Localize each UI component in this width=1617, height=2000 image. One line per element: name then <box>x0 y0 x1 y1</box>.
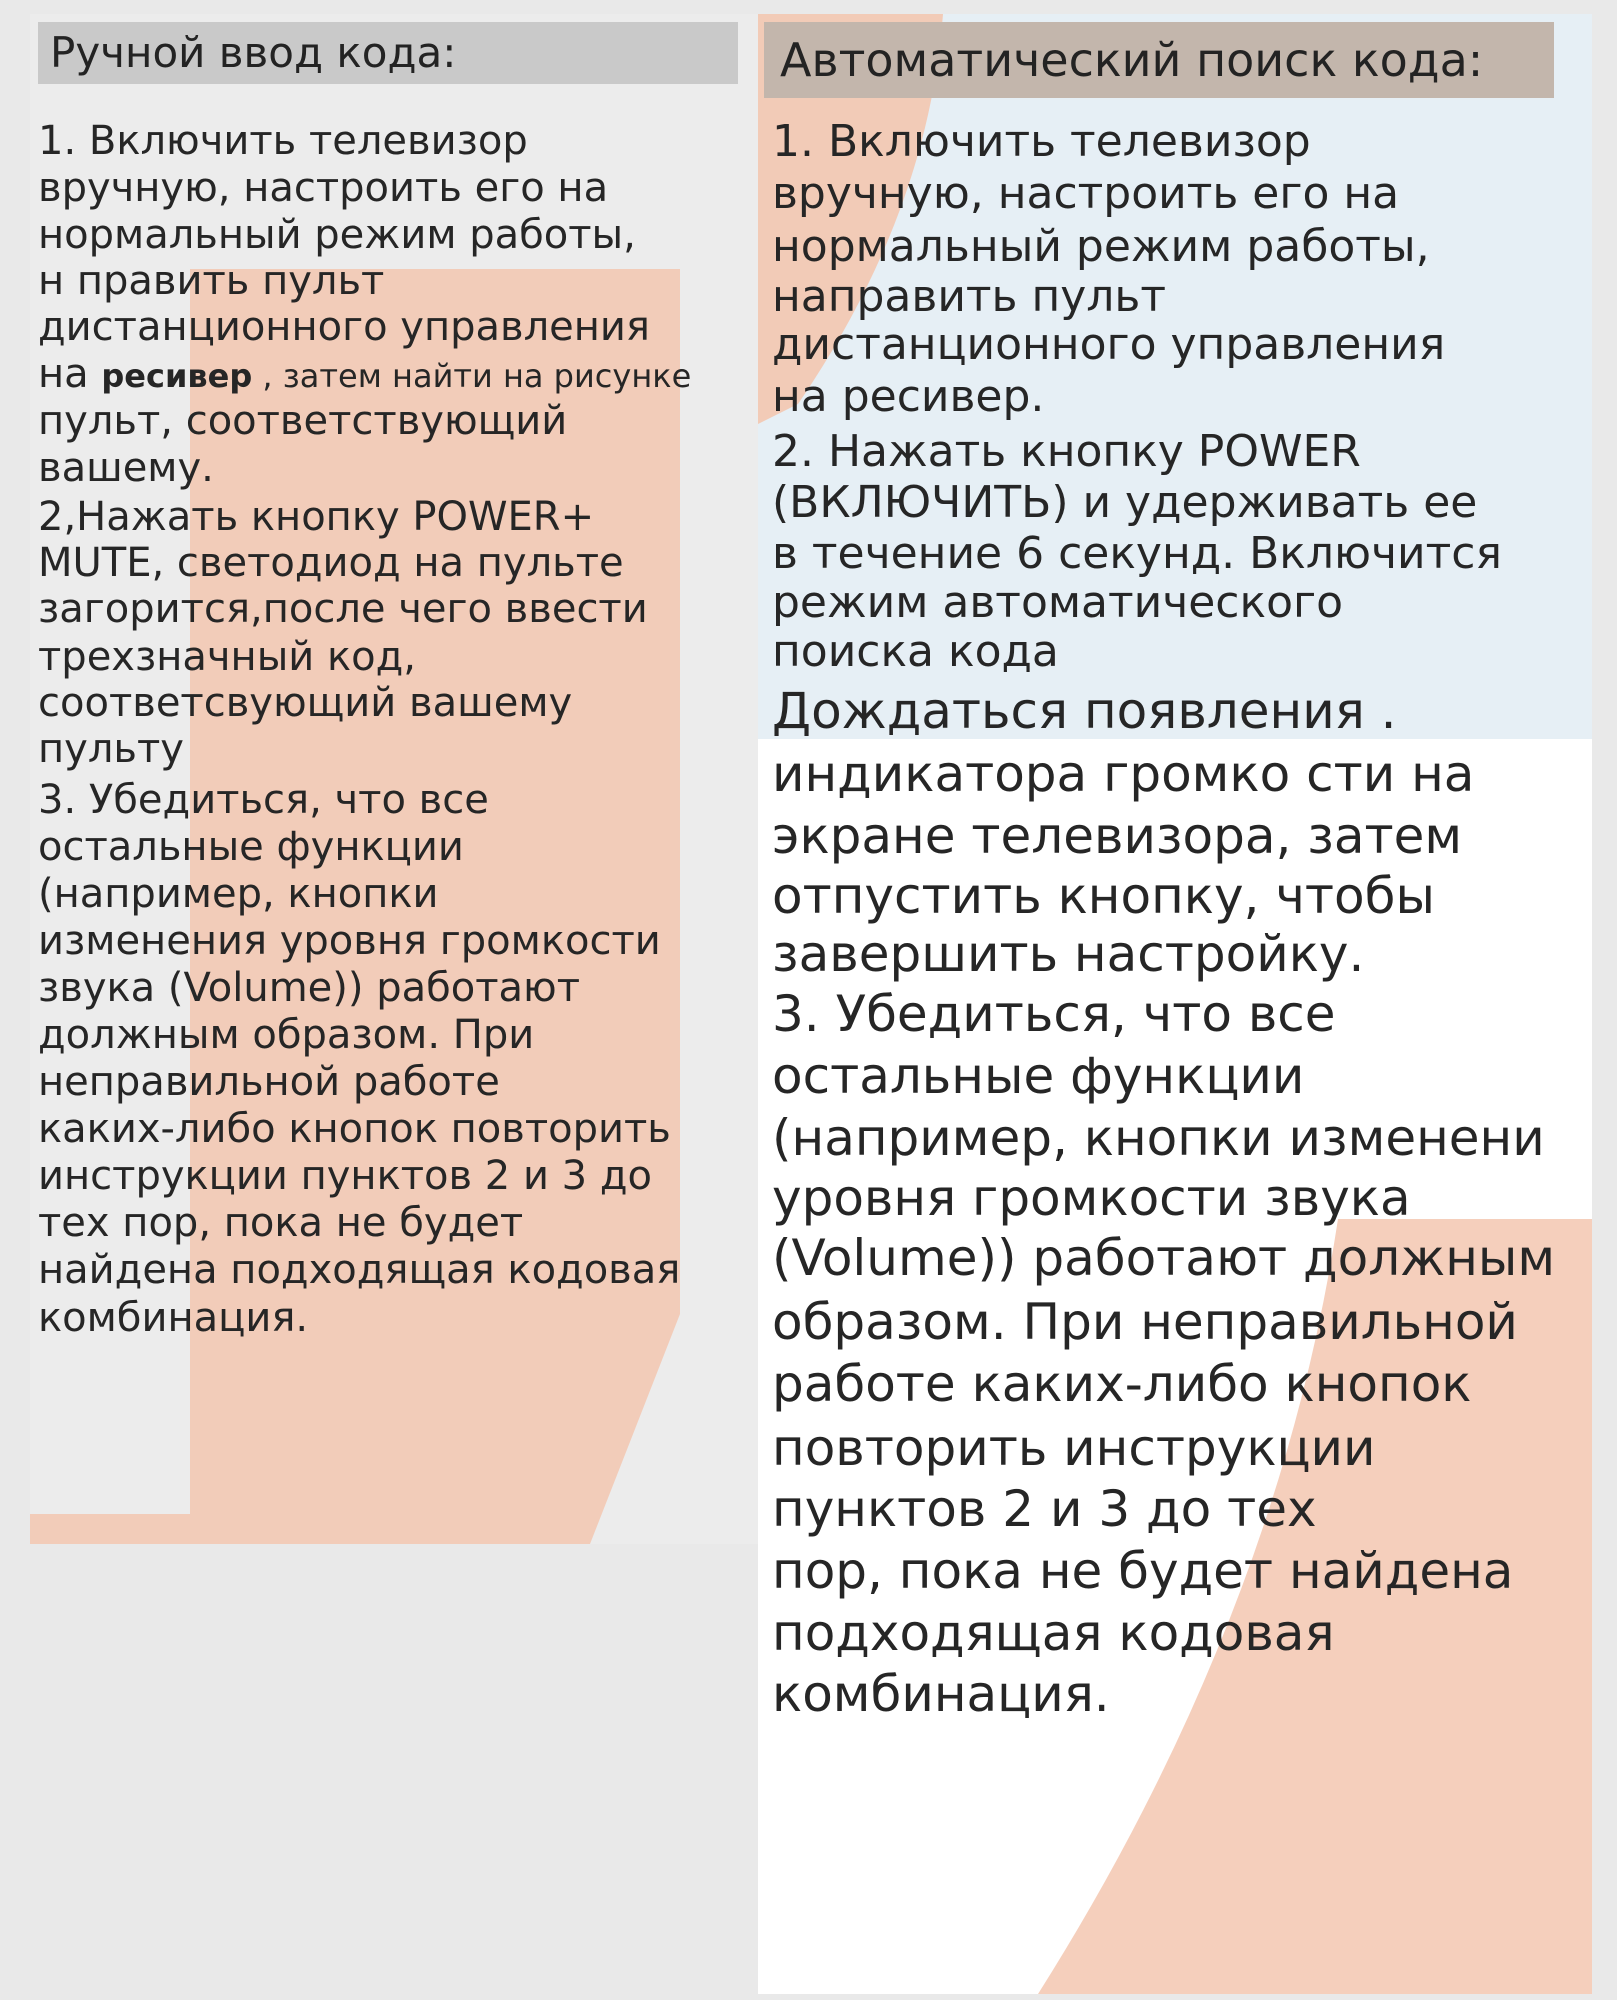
auto-instruction-line: 2. Нажать кнопку POWER <box>772 426 1361 477</box>
auto-instruction-line: 3. Убедиться, что все <box>772 985 1336 1043</box>
manual-instruction-line: найдена подходящая кодовая <box>38 1247 681 1293</box>
auto-instruction-line: вручную, настроить его на <box>772 168 1400 219</box>
manual-instruction-line: MUTE, светодиод на пульте <box>38 540 624 586</box>
auto-instruction-line: отпустить кнопку, чтобы <box>772 867 1435 925</box>
auto-instruction-line: (например, кнопки изменени <box>772 1109 1545 1167</box>
auto-instruction-line: образом. При неправильной <box>772 1293 1518 1351</box>
auto-instruction-line: работе каких-либо кнопок <box>772 1355 1472 1413</box>
auto-instruction-line: направить пульт <box>772 271 1166 322</box>
manual-instruction-line: тех пор, пока не будет <box>38 1200 524 1246</box>
auto-instruction-line: индикатора громко сти на <box>772 745 1475 803</box>
manual-instruction-line: изменения уровня громкости <box>38 918 661 964</box>
auto-instruction-line: уровня громкости звука <box>772 1169 1411 1227</box>
manual-instruction-line: нормальный режим работы, <box>38 212 636 258</box>
manual-instruction-line: н править пульт <box>38 258 385 304</box>
line-fragment: , затем найти на рисунке <box>252 357 692 395</box>
manual-instruction-line: неправильной работе <box>38 1059 500 1105</box>
auto-instruction-line: на ресивер. <box>772 371 1045 422</box>
auto-instruction-line: пор, пока не будет найдена <box>772 1542 1514 1600</box>
manual-instruction-line: остальные функции <box>38 824 464 870</box>
manual-instruction-line: пульту <box>38 726 184 772</box>
manual-instruction-line: загорится,после чего ввести <box>38 586 648 632</box>
manual-instruction-line: соответсвующий вашему <box>38 680 573 726</box>
auto-instruction-line: Дождаться появления . <box>772 682 1397 740</box>
auto-search-panel <box>758 14 1592 1994</box>
auto-instruction-line: дистанционного управления <box>772 319 1446 370</box>
auto-instruction-line: завершить настройку. <box>772 925 1365 983</box>
auto-instruction-line: поиска кода <box>772 626 1059 677</box>
auto-instruction-line: 1. Включить телевизор <box>772 116 1311 167</box>
manual-instruction-line: вручную, настроить его на <box>38 165 609 211</box>
auto-instruction-line: (ВКЛЮЧИТЬ) и удерживать ее <box>772 477 1478 528</box>
manual-instruction-line: 1. Включить телевизор <box>38 118 528 164</box>
auto-heading: Автоматический поиск кода: <box>764 22 1554 98</box>
manual-instruction-line: должным образом. При <box>38 1012 535 1058</box>
auto-instruction-line: (Volume)) работают должным <box>772 1229 1556 1287</box>
manual-instruction-line: 3. Убедиться, что все <box>38 777 489 823</box>
manual-instruction-line: дистанционного управления <box>38 304 650 350</box>
manual-code-panel <box>30 14 760 1544</box>
manual-instruction-line: (например, кнопки <box>38 871 439 917</box>
manual-instruction-line: 2,Нажать кнопку POWER+ <box>38 494 595 540</box>
auto-instruction-line: режим автоматического <box>772 577 1344 628</box>
auto-instruction-line: пунктов 2 и 3 до тех <box>772 1480 1317 1538</box>
line-fragment: на <box>38 351 102 397</box>
auto-instruction-line: остальные функции <box>772 1047 1305 1105</box>
manual-heading: Ручной ввод кода: <box>38 22 738 84</box>
auto-instruction-line: экране телевизора, затем <box>772 807 1463 865</box>
auto-instruction-line: комбинация. <box>772 1665 1110 1723</box>
manual-instruction-line: звука (Volume)) работают <box>38 965 581 1011</box>
auto-instruction-line: нормальный режим работы, <box>772 221 1430 272</box>
manual-instruction-line: пульт, соответствующий <box>38 398 568 444</box>
auto-instruction-line: подходящая кодовая <box>772 1604 1335 1662</box>
manual-instruction-line: инструкции пунктов 2 и 3 до <box>38 1153 652 1199</box>
manual-instruction-line: каких-либо кнопок повторить <box>38 1106 671 1152</box>
auto-instruction-line: повторить инструкции <box>772 1419 1376 1477</box>
manual-instruction-line: вашему. <box>38 445 214 491</box>
manual-instruction-line: комбинация. <box>38 1295 309 1341</box>
line-fragment: ресивер <box>101 357 253 395</box>
manual-instruction-line: трехзначный код, <box>38 634 416 680</box>
auto-instruction-line: в течение 6 секунд. Включится <box>772 528 1502 579</box>
manual-instruction-line <box>38 351 691 399</box>
